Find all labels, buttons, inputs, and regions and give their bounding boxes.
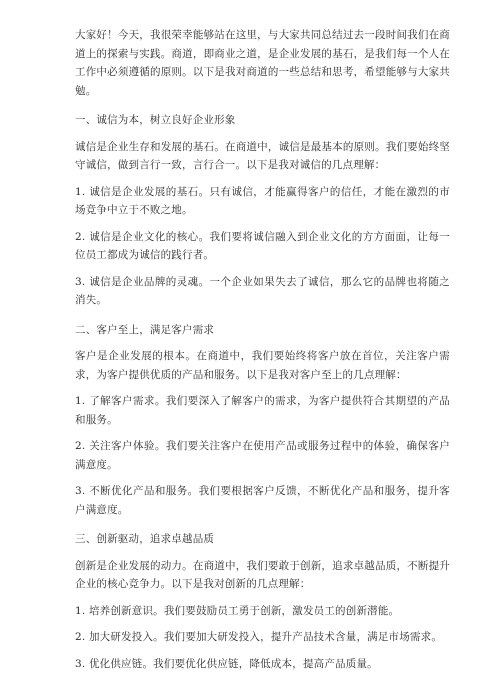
- section-3-point-2: 2. 加大研发投入。我们要加大研发投入，提升产品技术含量，满足市场需求。: [75, 628, 450, 647]
- section-3-point-3: 3. 优化供应链。我们要优化供应链，降低成本，提高产品质量。: [75, 655, 450, 673]
- section-2-intro: 客户是企业发展的根本。在商道中，我们要始终将客户放在首位，关注客户需求，为客户提供优质的产品和服务。以下是我对客户至上的几点理解：: [75, 347, 450, 384]
- section-heading-3: 三、创新驱动，追求卓越品质: [75, 530, 450, 549]
- section-2-point-1: 1. 了解客户需求。我们要深入了解客户的需求，为客户提供符合其期望的产品和服务。: [75, 392, 450, 429]
- section-1-point-1: 1. 诚信是企业发展的基石。只有诚信，才能赢得客户的信任，才能在激烈的市场竞争中立于不败之地。: [75, 183, 450, 220]
- section-2-point-2: 2. 关注客户体验。我们要关注客户在使用产品或服务过程中的体验，确保客户满意度。: [75, 437, 450, 474]
- section-3-point-1: 1. 培养创新意识。我们要鼓励员工勇于创新，激发员工的创新潜能。: [75, 602, 450, 621]
- section-1-point-2: 2. 诚信是企业文化的核心。我们要将诚信融入到企业文化的方方面面，让每一位员工都成为诚信的践行者。: [75, 228, 450, 265]
- section-heading-2: 二、客户至上，满足客户需求: [75, 321, 450, 340]
- section-heading-1: 一、诚信为本，树立良好企业形象: [75, 111, 450, 130]
- section-3-intro: 创新是企业发展的动力。在商道中，我们要敢于创新，追求卓越品质，不断提升企业的核心竞争力。以下是我对创新的几点理解：: [75, 557, 450, 594]
- section-1-intro: 诚信是企业生存和发展的基石。在商道中，诚信是最基本的原则。我们要始终坚守诚信，做到言行一致，言行合一。以下是我对诚信的几点理解：: [75, 138, 450, 175]
- section-2-point-3: 3. 不断优化产品和服务。我们要根据客户反馈，不断优化产品和服务，提升客户满意度。: [75, 482, 450, 519]
- section-1-point-3: 3. 诚信是企业品牌的灵魂。一个企业如果失去了诚信，那么它的品牌也将随之消失。: [75, 273, 450, 310]
- intro-paragraph: 大家好！今天，我很荣幸能够站在这里，与大家共同总结过去一段时间我们在商道上的探索与实践。商道，即商业之道，是企业发展的基石，是我们每一个人在工作中必须遵循的原则。以下是我对商道的一些总结和思考，希望能够与大家共勉。: [75, 26, 450, 100]
